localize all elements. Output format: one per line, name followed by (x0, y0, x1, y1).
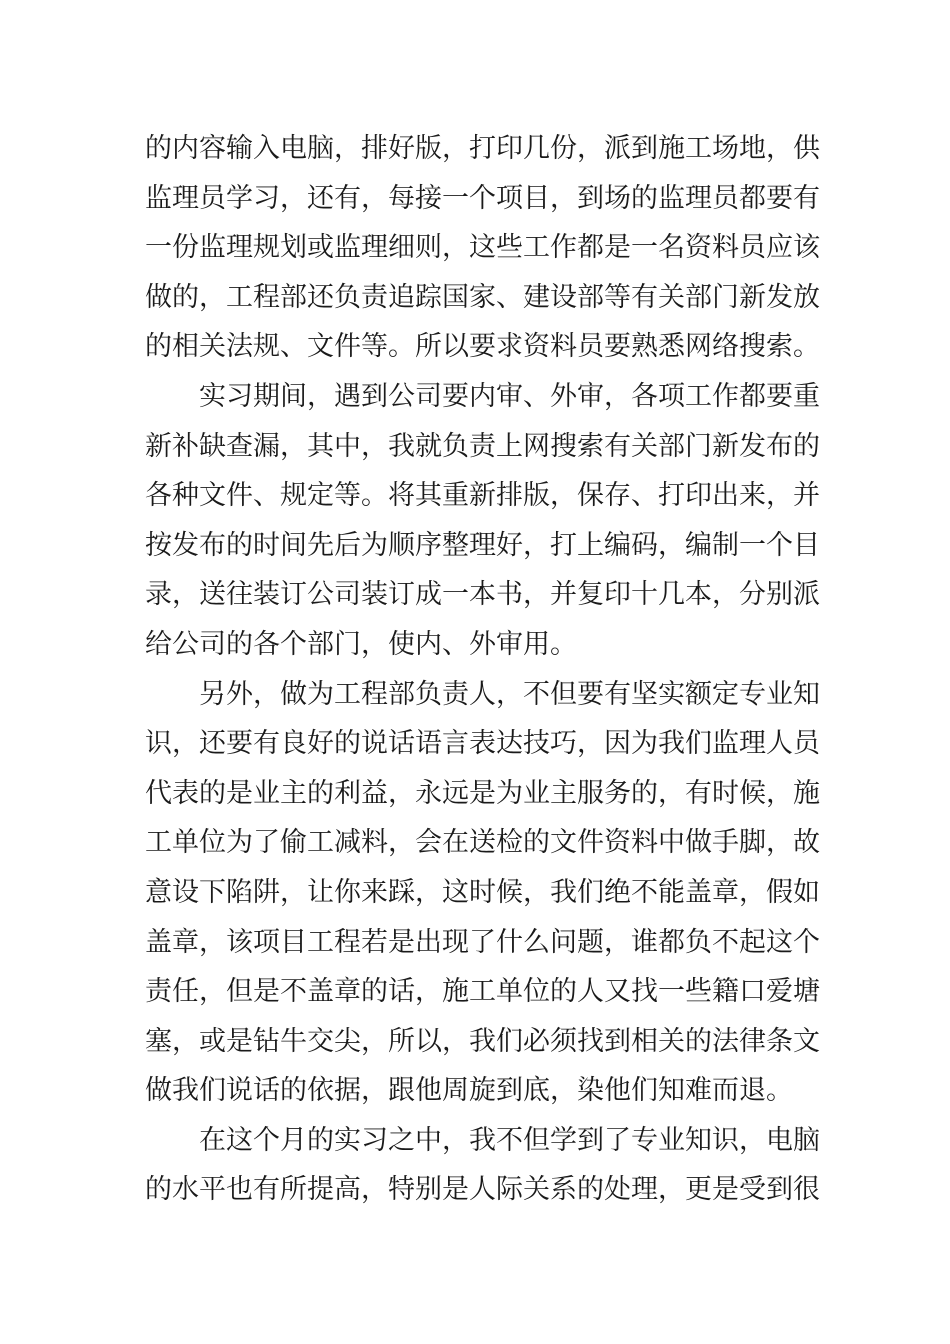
text-line: 工单位为了偷工减料，会在送检的文件资料中做手脚，故 (145, 827, 820, 859)
paragraph (145, 670, 820, 1116)
text-line: 识，还要有良好的说话语言表达技巧，因为我们监理人员 (145, 728, 820, 760)
text-line: 录，送往装订公司装订成一本书，并复印十几本，分别派 (145, 579, 820, 611)
text-line: 实习期间，遇到公司要内审、外审，各项工作都要重 (199, 380, 820, 412)
text-line: 各种文件、规定等。将其重新排版，保存、打印出来，并 (145, 480, 820, 512)
text-line: 塞，或是钻牛交尖，所以，我们必须找到相关的法律条文 (145, 1025, 820, 1057)
text-line: 责任，但是不盖章的话，施工单位的人又找一些籍口爱塘 (145, 976, 820, 1008)
text-line: 监理员学习，还有，每接一个项目，到场的监理员都要有 (145, 182, 820, 214)
paragraph (145, 372, 820, 670)
text-line: 做我们说话的依据，跟他周旋到底，染他们知难而退。 (145, 1075, 793, 1107)
document-body (145, 124, 820, 1215)
text-line: 盖章，该项目工程若是出现了什么问题，谁都负不起这个 (145, 926, 820, 958)
text-line: 新补缺查漏，其中，我就负责上网搜索有关部门新发布的 (145, 430, 820, 462)
text-line: 按发布的时间先后为顺序整理好，打上编码，编制一个目 (145, 529, 820, 561)
text-line: 的水平也有所提高，特别是人际关系的处理，更是受到很 (145, 1174, 820, 1206)
text-line: 的相关法规、文件等。所以要求资料员要熟悉网络搜索。 (145, 331, 820, 363)
text-line: 的内容输入电脑，排好版，打印几份，派到施工场地，供 (145, 133, 820, 164)
text-line: 代表的是业主的利益，永远是为业主服务的，有时候，施 (145, 777, 820, 809)
text-line: 给公司的各个部门，使内、外审用。 (145, 628, 577, 660)
paragraph (145, 1116, 820, 1215)
paragraph (145, 124, 820, 372)
text-line: 在这个月的实习之中，我不但学到了专业知识，电脑 (199, 1124, 820, 1156)
text-line: 做的，工程部还负责追踪国家、建设部等有关部门新发放 (145, 281, 820, 313)
text-line: 另外，做为工程部负责人，不但要有坚实额定专业知 (199, 678, 820, 710)
text-line: 意设下陷阱，让你来踩，这时候，我们绝不能盖章，假如 (145, 876, 820, 908)
text-line: 一份监理规划或监理细则，这些工作都是一名资料员应该 (145, 232, 820, 264)
